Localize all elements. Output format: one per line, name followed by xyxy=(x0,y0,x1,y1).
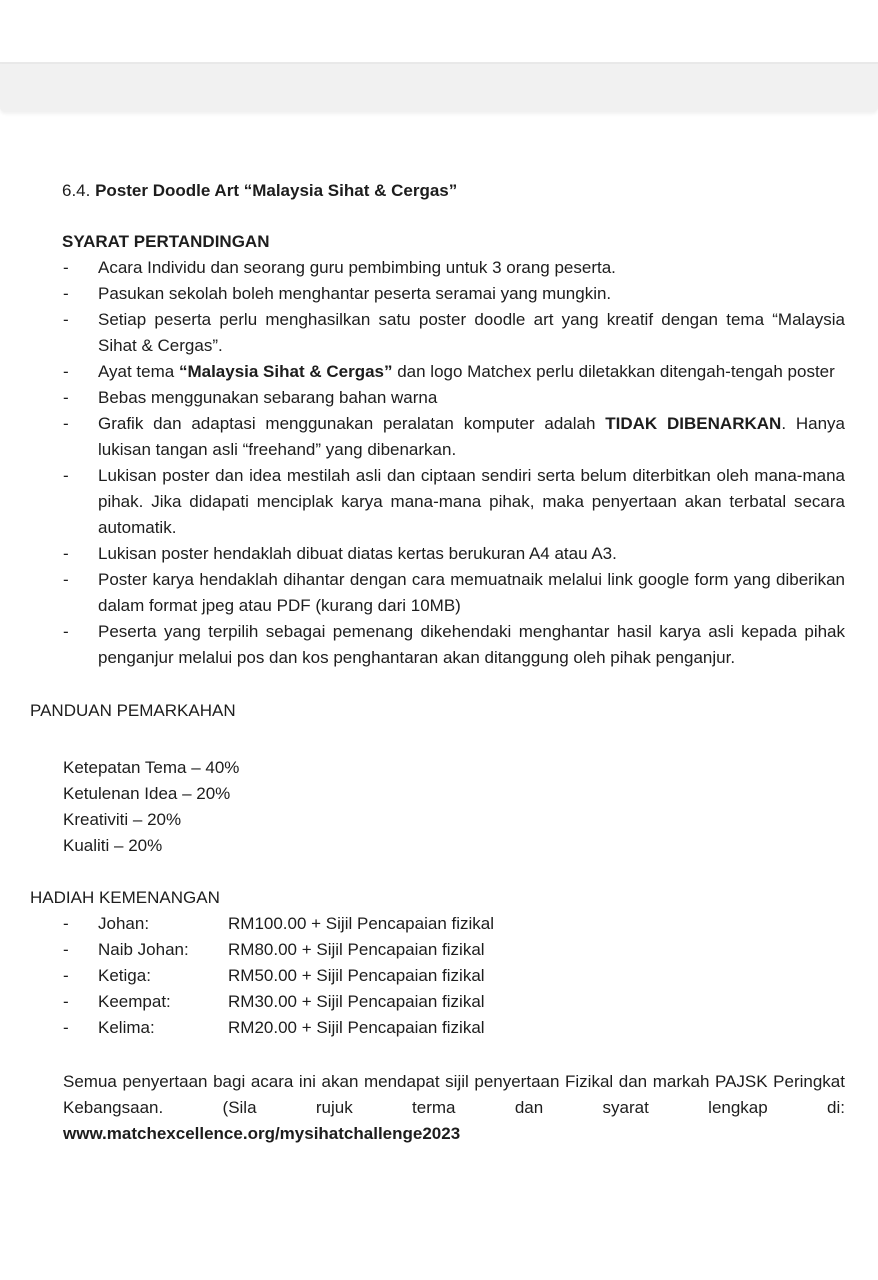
criteria-item: Kreativiti – 20% xyxy=(63,810,182,829)
list-item-text: Ayat tema “Malaysia Sihat & Cergas” dan logo Matchex perlu diletakkan ditengah-tengah poster xyxy=(98,362,835,381)
list-item xyxy=(62,281,845,307)
bullet-dash: - xyxy=(63,388,69,407)
criteria-list xyxy=(63,755,845,859)
prize-list xyxy=(62,911,845,1041)
list-item xyxy=(62,541,845,567)
bullet-dash: - xyxy=(63,544,69,563)
list-item xyxy=(62,255,845,281)
bullet-dash: - xyxy=(63,940,69,959)
bullet-dash: - xyxy=(63,914,69,933)
top-white-strip xyxy=(0,0,878,62)
criteria-item: Kualiti – 20% xyxy=(63,836,163,855)
hadiah-heading: HADIAH KEMENANGAN xyxy=(30,888,220,907)
list-item xyxy=(62,567,845,619)
bullet-dash: - xyxy=(63,362,69,381)
list-item-text: Lukisan poster dan idea mestilah asli dan ciptaan sendiri serta belum diterbitkan oleh mana-mana pihak. Jika didapati menciplak karya mana-mana pihak, maka penyertaan akan terbatal secara automatik. xyxy=(98,466,845,537)
syarat-heading: SYARAT PERTANDINGAN xyxy=(62,232,270,251)
prize-row xyxy=(62,1015,845,1041)
list-item-text: Pasukan sekolah boleh menghantar peserta seramai yang mungkin. xyxy=(98,284,612,303)
list-item xyxy=(62,463,845,541)
prize-label: Keempat: xyxy=(98,992,171,1011)
closing-paragraph: Semua penyertaan bagi acara ini akan mendapat sijil penyertaan Fizikal dan markah PAJSK Peringkat Kebangsaan. (Sila rujuk terma dan syarat lengkap di: www.matchexcellence.org/mysihatchallenge2023 xyxy=(63,1072,845,1143)
criteria-item: Ketulenan Idea – 20% xyxy=(63,784,231,803)
bullet-dash: - xyxy=(63,414,69,433)
prize-value: RM30.00 + Sijil Pencapaian fizikal xyxy=(228,992,485,1011)
list-item xyxy=(62,411,845,463)
prize-row xyxy=(62,989,845,1015)
prize-row xyxy=(62,911,845,937)
bullet-dash: - xyxy=(63,992,69,1011)
list-item-text: Setiap peserta perlu menghasilkan satu poster doodle art yang kreatif dengan tema “Malaysia Sihat & Cergas”. xyxy=(98,310,845,355)
bullet-dash: - xyxy=(63,284,69,303)
list-item xyxy=(62,307,845,359)
bullet-dash: - xyxy=(63,966,69,985)
list-item-text: Peserta yang terpilih sebagai pemenang dikehendaki menghantar hasil karya asli kepada pihak penganjur melalui pos dan kos penghantaran akan ditanggung oleh pihak penganjur. xyxy=(98,622,845,667)
document-page xyxy=(0,112,878,1147)
prize-value: RM80.00 + Sijil Pencapaian fizikal xyxy=(228,940,485,959)
list-item-text: Bebas menggunakan sebarang bahan warna xyxy=(98,388,438,407)
section-title xyxy=(62,178,845,204)
panduan-heading: PANDUAN PEMARKAHAN xyxy=(30,701,236,720)
prize-row xyxy=(62,963,845,989)
bullet-dash: - xyxy=(63,466,69,485)
prize-value: RM100.00 + Sijil Pencapaian fizikal xyxy=(228,914,495,933)
prize-value: RM20.00 + Sijil Pencapaian fizikal xyxy=(228,1018,485,1037)
list-item xyxy=(62,359,845,385)
list-item xyxy=(62,385,845,411)
syarat-list xyxy=(62,255,845,671)
bullet-dash: - xyxy=(63,310,69,329)
bullet-dash: - xyxy=(63,622,69,641)
bullet-dash: - xyxy=(63,258,69,277)
header-band xyxy=(0,64,878,112)
list-item xyxy=(62,619,845,671)
prize-label: Kelima: xyxy=(98,1018,155,1037)
prize-value: RM50.00 + Sijil Pencapaian fizikal xyxy=(228,966,485,985)
prize-label: Ketiga: xyxy=(98,966,151,985)
prize-label: Naib Johan: xyxy=(98,940,189,959)
list-item-text: Lukisan poster hendaklah dibuat diatas kertas berukuran A4 atau A3. xyxy=(98,544,617,563)
section-title-text: Poster Doodle Art “Malaysia Sihat & Cergas” xyxy=(95,181,458,200)
section-number: 6.4. xyxy=(62,181,96,200)
list-item-text: Grafik dan adaptasi menggunakan peralatan komputer adalah TIDAK DIBENARKAN. Hanya lukisan tangan asli “freehand” yang dibenarkan. xyxy=(98,414,845,459)
prize-row xyxy=(62,937,845,963)
criteria-item: Ketepatan Tema – 40% xyxy=(63,758,240,777)
bullet-dash: - xyxy=(63,1018,69,1037)
bullet-dash: - xyxy=(63,570,69,589)
prize-label: Johan: xyxy=(98,914,150,933)
list-item-text: Acara Individu dan seorang guru pembimbing untuk 3 orang peserta. xyxy=(98,258,616,277)
list-item-text: Poster karya hendaklah dihantar dengan cara memuatnaik melalui link google form yang diberikan dalam format jpeg atau PDF (kurang dari 10MB) xyxy=(98,570,845,615)
